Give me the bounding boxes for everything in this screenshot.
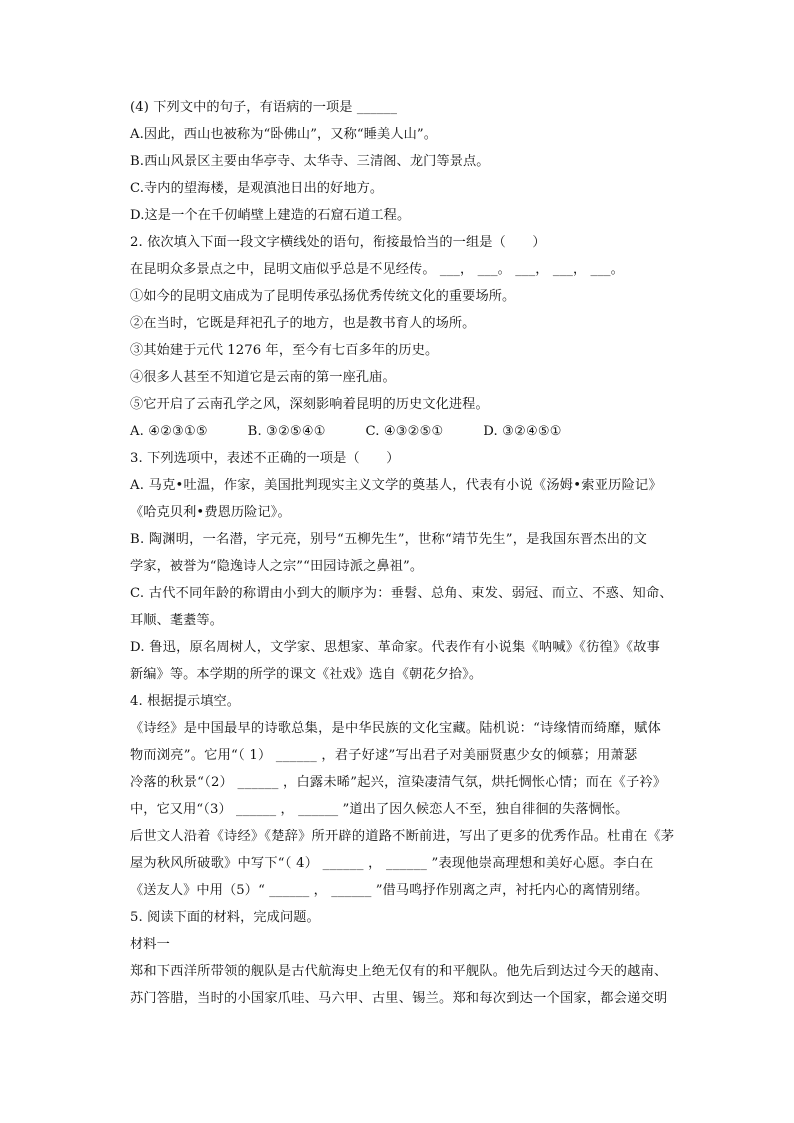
q3-option-a-line-1: A. 马克•吐温，作家，美国批判现实主义文学的奠基人，代表有小说《汤姆•索亚历险记》	[130, 478, 662, 493]
q2-sentence-2: ②在当时，它既是拜祀孔子的地方，也是教书育人的场所。	[130, 316, 476, 331]
q4-question: 4. 根据提示填空。	[130, 694, 241, 709]
q4-passage-line-3: 冷落的秋景“（2） ______ ，白露未晞”起兴，渲染凄清气氛，烘托惆怅心情；而在《子衿》	[130, 775, 667, 790]
q3-option-c-line-1: C. 古代不同年龄的称谓由小到大的顺序为：垂髫、总角、束发、弱冠、而立、不惑、知命、	[130, 586, 673, 601]
q2-sentence-5: ⑤它开启了云南孔学之风，深刻影响着昆明的历史文化进程。	[130, 397, 489, 412]
q2-sentence-3: ③其始建于元代 1276 年，至今有七百多年的历史。	[130, 343, 439, 358]
q1-sub4-option-d: D.这是一个在千仞峭壁上建造的石窟石道工程。	[130, 208, 411, 223]
q3-option-d-line-1: D. 鲁迅，原名周树人，文学家、思想家、革命家。代表作有小说集《呐喊》《彷徨》《故事	[130, 640, 661, 655]
document-page	[130, 94, 700, 1012]
q4-passage-line-5: 后世文人沿着《诗经》《楚辞》所开辟的道路不断前进，写出了更多的优秀作品。杜甫在《茅	[130, 829, 675, 844]
q5-question: 5. 阅读下面的材料，完成问题。	[130, 910, 320, 925]
q3-option-d-line-2: 新编》等。本学期的所学的课文《社戏》选自《朝花夕拾》。	[130, 667, 483, 682]
q2-sentence-4: ④很多人甚至不知道它是云南的第一座孔庙。	[130, 370, 396, 385]
q3-option-c-line-2: 耳顺、耄耋等。	[130, 613, 224, 628]
q4-passage-line-2: 物而浏亮”。它用“（ 1） ______ ，君子好逑”写出君子对美丽贤惠少女的倾慕；用萧瑟	[130, 748, 638, 763]
q5-material-heading: 材料一	[130, 937, 170, 952]
q5-material-line-2: 苏门答腊，当时的小国家爪哇、马六甲、古里、锡兰。郑和每次到达一个国家，都会递交明	[130, 991, 668, 1006]
q4-passage-line-1: 《诗经》是中国最早的诗歌总集，是中华民族的文化宝藏。陆机说：“诗缘情而绮靡，赋体	[130, 721, 662, 736]
q4-passage-line-6: 屋为秋风所破歌》中写下“（ 4） ______ ， ______ ”表现他崇高理想和美好心愿。李白在	[130, 856, 654, 871]
q2-passage: 在昆明众多景点之中，昆明文庙似乎总是不见经传。 ___， ___。 ___， ___， ___。	[130, 262, 624, 277]
q2-options: A. ④②③①⑤ B. ③②⑤④① C. ④③②⑤① D. ③②④⑤①	[130, 424, 562, 439]
q1-sub4-option-b: B.西山风景区主要由华亭寺、太华寺、三清阁、龙门等景点。	[130, 154, 490, 169]
q3-option-b-line-2: 学家，被誉为“隐逸诗人之宗”“田园诗派之鼻祖”。	[130, 559, 424, 574]
q1-sub4-option-c: C.寺内的望海楼，是观滇池日出的好地方。	[130, 181, 384, 196]
q4-passage-line-7: 《送友人》中用（5）“ ______ ， ______ ”借马鸣抒作别离之声，衬托内心的离情别绪。	[130, 883, 649, 898]
q2-question: 2. 依次填入下面一段文字横线处的语句，衔接最恰当的一组是（ ）	[130, 235, 546, 250]
q1-sub4-question: (4) 下列文中的句子，有语病的一项是 ______	[130, 100, 398, 115]
q1-sub4-option-a: A.因此，西山也被称为“卧佛山”，又称“睡美人山”。	[130, 127, 438, 142]
q3-question: 3. 下列选项中，表述不正确的一项是（ ）	[130, 451, 400, 466]
q2-sentence-1: ①如今的昆明文庙成为了昆明传承弘扬优秀传统文化的重要场所。	[130, 289, 516, 304]
q3-option-b-line-1: B. 陶渊明，一名潜，字元亮，别号“五柳先生”，世称“靖节先生”，是我国东晋杰出的文	[130, 532, 648, 547]
q4-passage-line-4: 中，它又用“（3） ______ ， ______ ”道出了因久候恋人不至，独自徘徊的失落惆怅。	[130, 802, 629, 817]
q5-material-line-1: 郑和下西洋所带领的舰队是古代航海史上绝无仅有的和平舰队。他先后到达过今天的越南、	[130, 964, 668, 979]
q3-option-a-line-2: 《哈克贝利•费恩历险记》。	[130, 505, 291, 520]
